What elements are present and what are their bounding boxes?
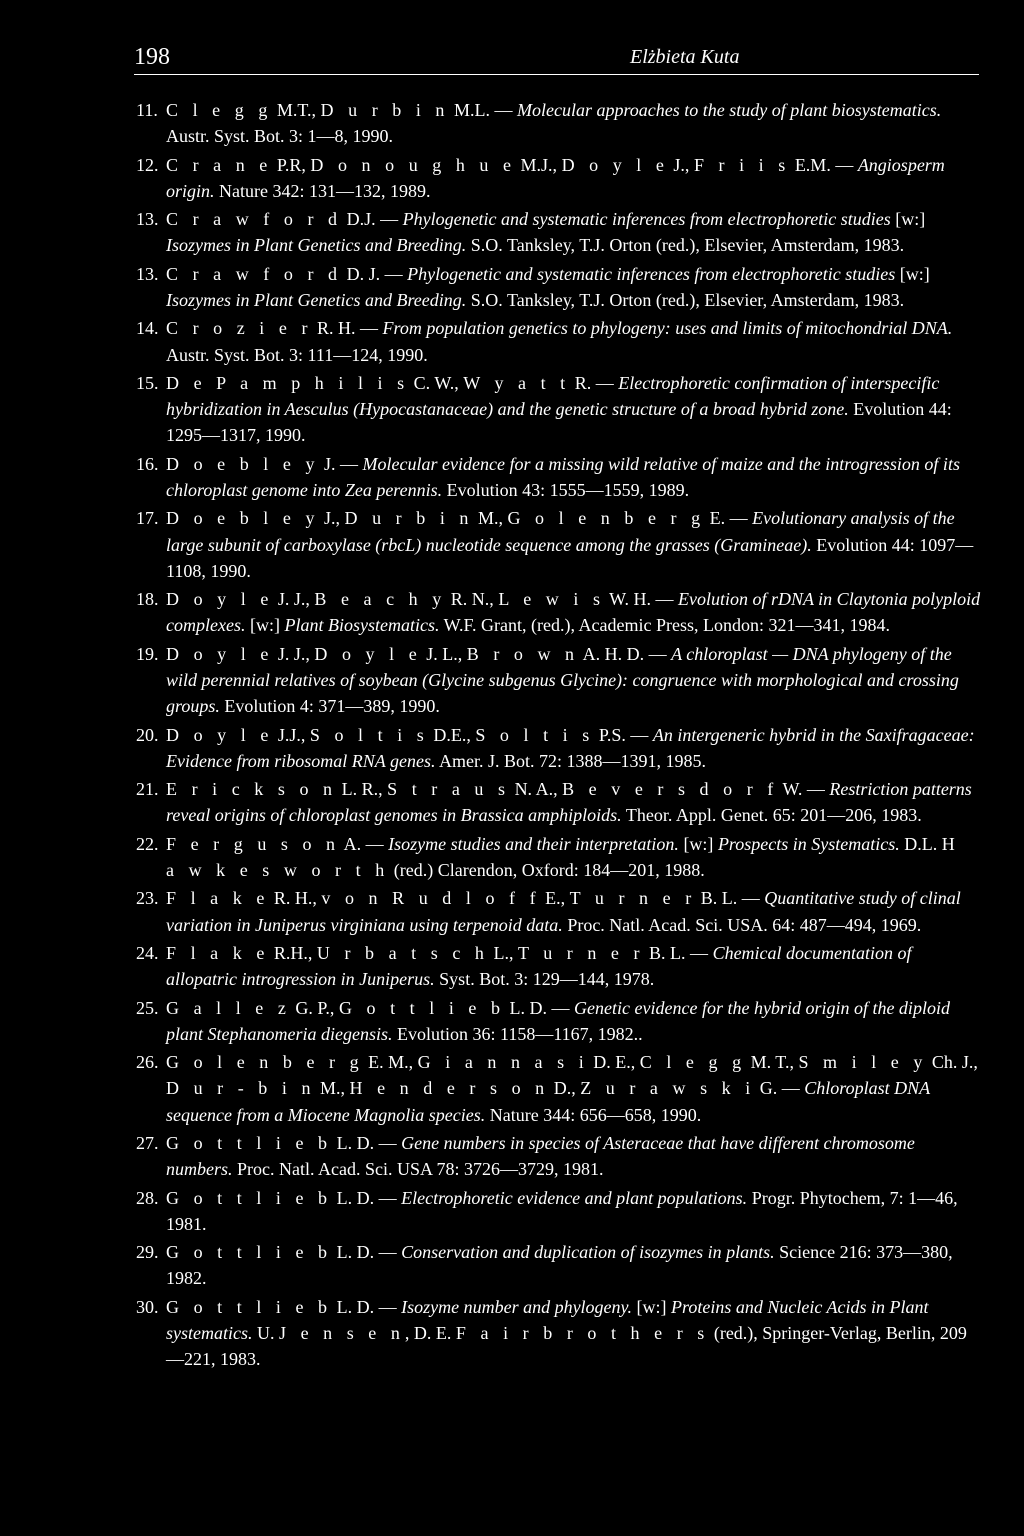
reference-title: Phylogenetic and systematic inferences from electrophoretic studies (402, 209, 891, 230)
reference-text: P.S. — (594, 724, 653, 745)
author-name: H a w k e s w o r t h (166, 833, 960, 880)
author-name: C r a w f o r d (166, 263, 343, 284)
reference-number: 27. (136, 1132, 159, 1153)
reference-text: Austr. Syst. Bot. 3: 111—124, 1990. (166, 344, 428, 365)
reference-text: Proc. Natl. Acad. Sci. USA 78: 3726—3729, 1981. (232, 1159, 604, 1180)
reference-title: Molecular evidence for a missing wild relative of maize and the introgression of its chloroplast genome into Zea perennis. (166, 453, 960, 500)
author-name: C r a n e (166, 154, 273, 175)
reference-title: Isozymes in Plant Genetics and Breeding. (166, 289, 467, 310)
author-name: H e n d e r s o n (349, 1078, 550, 1099)
reference-text: S.O. Tanksley, T.J. Orton (red.), Elsevier, Amsterdam, 1983. (466, 235, 905, 256)
author-name: Z u r a w s k i (580, 1078, 756, 1099)
reference-text: R. H., (269, 888, 322, 909)
reference-text: E.M. — (790, 154, 858, 175)
reference-number: 29. (136, 1242, 159, 1263)
reference-text: M.L. — (449, 100, 517, 120)
author-name: D o y l e (166, 643, 274, 664)
reference-entry (136, 370, 981, 449)
reference-text: Evolution 4: 371—389, 1990. (219, 696, 440, 717)
reference-text: J. L., (421, 643, 467, 664)
reference-text: L. R., (337, 779, 388, 800)
reference-text: G. — (755, 1078, 805, 1099)
author-name: G o t t l i e b (166, 1242, 333, 1263)
reference-entry (136, 97, 981, 149)
reference-text: J.J., (273, 724, 310, 745)
reference-number: 26. (136, 1052, 159, 1073)
reference-text: Evolution 44: 1097—1108, 1990. (166, 534, 974, 581)
reference-title: Evolutionary analysis of the large subunit of carboxylase (rbcL) nucleotide sequence among the grasses (Gramineae). (166, 508, 955, 555)
reference-number: 19. (136, 643, 159, 664)
reference-text: L. D. — (332, 1242, 402, 1263)
reference-text: B. L. — (644, 942, 713, 963)
reference-text: S.O. Tanksley, T.J. Orton (red.), Elsevier, Amsterdam, 1983. (466, 289, 905, 310)
reference-text: N. A., (510, 779, 563, 800)
author-name: B e a c h y (314, 589, 447, 610)
reference-text: U. (252, 1322, 279, 1343)
author-name: D u r b i n (344, 508, 474, 529)
reference-text: D.L. (899, 833, 942, 854)
author-name: G o t t l i e b (166, 1296, 333, 1317)
author-name: G a l l e z (166, 997, 291, 1018)
reference-text: L. D. — (332, 1187, 402, 1208)
reference-title: Molecular approaches to the study of plant biosystematics. (516, 100, 942, 120)
reference-text: E., (540, 888, 570, 909)
author-name: W y a t t (463, 372, 571, 393)
reference-number: 24. (136, 942, 159, 963)
author-name: J e n s e n (278, 1322, 405, 1343)
reference-number: 12. (136, 154, 159, 175)
reference-text: G. P., (290, 997, 339, 1018)
reference-text: J. — (319, 453, 363, 474)
reference-text: , D. E. (404, 1322, 456, 1343)
author-name: G o l e n b e r g (507, 508, 706, 529)
reference-text: D.J. — (342, 209, 403, 230)
reference-title: Chemical documentation of allopatric introgression in Juniperus. (166, 942, 912, 990)
reference-entry (136, 1130, 981, 1182)
reference-title: From population genetics to phylogeny: uses and limits of mitochondrial DNA. (382, 318, 953, 339)
author-name: D u r - b i n (166, 1078, 316, 1099)
reference-text: (red.), Springer-Verlag, Berlin, 209—221, 1983. (166, 1322, 967, 1370)
author-name: D o y l e (166, 589, 274, 610)
reference-number: 16. (136, 453, 159, 474)
reference-title: Electrophoretic confirmation of interspecific hybridization in Aesculus (Hypocastanaceae) and the genetic structure of a broad hybrid zone. (166, 372, 940, 420)
reference-text: E. M., (363, 1052, 418, 1073)
reference-title: Electrophoretic evidence and plant populations. (401, 1187, 748, 1208)
author-name: C r a w f o r d (166, 209, 343, 230)
author-name: G o t t l i e b (166, 1132, 333, 1153)
reference-text: E. — (705, 508, 753, 529)
reference-text: M.J., (516, 154, 562, 175)
reference-text: M.T., (272, 100, 321, 120)
author-name: S t r a u s (387, 779, 511, 800)
reference-text: A. H. D. — (579, 643, 672, 664)
author-name: C r o z i e r (166, 318, 313, 339)
reference-text: Nature 342: 131—132, 1989. (214, 180, 431, 201)
author-name: v o n R u d l o f f (321, 888, 541, 909)
reference-text: Proc. Natl. Acad. Sci. USA. 64: 487—494, 1969. (562, 914, 922, 935)
reference-text: R. H. — (312, 318, 383, 339)
reference-entry (136, 505, 981, 584)
reference-text: M., (473, 508, 508, 529)
author-name: B e v e r s d o r f (562, 779, 779, 800)
reference-title: An intergeneric hybrid in the Saxifragaceae: Evidence from ribosomal RNA genes. (166, 724, 975, 771)
reference-text: [w:] (632, 1296, 672, 1317)
reference-text: D., (549, 1078, 581, 1099)
reference-entry (136, 451, 981, 503)
reference-number: 20. (136, 724, 159, 745)
reference-text: W. — (778, 779, 830, 800)
page-number: 198 (134, 44, 170, 70)
author-name: T u r n e r (517, 942, 645, 963)
author-name: D o e b l e y (166, 453, 320, 474)
author-name: S o l t i s (475, 724, 595, 745)
reference-entry (136, 885, 981, 937)
author-name: D u r b i n (320, 100, 450, 120)
reference-title: Genetic evidence for the hybrid origin of the diploid plant Stephanomeria diegensis. (166, 997, 950, 1044)
author-name: L e w i s (498, 589, 605, 610)
reference-title: Isozyme studies and their interpretation. (388, 833, 679, 854)
reference-text: Syst. Bot. 3: 129—144, 1978. (434, 969, 655, 990)
author-name: F l a k e (166, 942, 270, 963)
author-name: D o y l e (166, 724, 274, 745)
reference-text: L. D. — (332, 1296, 402, 1317)
reference-text: L. D. — (332, 1132, 402, 1153)
reference-text: [w:] (890, 209, 926, 230)
reference-title: Gene numbers in species of Asteraceae that have different chromosome numbers. (166, 1132, 915, 1180)
reference-entry (136, 641, 981, 720)
author-name: U r b a t s c h (316, 942, 489, 963)
reference-number: 25. (136, 997, 159, 1018)
reference-title: Restriction patterns reveal origins of chloroplast genomes in Brassica amphiploids. (166, 779, 972, 826)
reference-text: Austr. Syst. Bot. 3: 1—8, 1990. (166, 126, 394, 147)
reference-text: Science 216: 373—380, 1982. (166, 1242, 953, 1289)
reference-text: Evolution 44: 1295—1317, 1990. (166, 399, 952, 446)
author-name: C l e g g (639, 1052, 747, 1073)
reference-text: B. L. — (696, 888, 765, 909)
reference-number: 28. (136, 1187, 159, 1208)
reference-text: L. D. — (505, 997, 575, 1018)
reference-text: J., (319, 508, 345, 529)
author-name: G i a n n a s i (417, 1052, 589, 1073)
reference-entry (136, 831, 981, 883)
reference-number: 11. (136, 100, 158, 120)
reference-text: M., (315, 1078, 350, 1099)
reference-text: [w:] (895, 263, 930, 284)
reference-number: 15. (136, 372, 159, 393)
reference-entry (136, 261, 981, 313)
author-name: B r o w n (466, 643, 580, 664)
running-header (134, 40, 979, 75)
reference-text: W. H. — (605, 589, 679, 610)
author-name: G o t t l i e b (338, 997, 506, 1018)
reference-entry (136, 315, 981, 367)
reference-text: D. E., (588, 1052, 640, 1073)
reference-title: Evolution of rDNA in Claytonia polyploid complexes. (166, 589, 981, 636)
reference-number: 22. (136, 833, 159, 854)
reference-title: A chloroplast — DNA phylogeny of the wild perennial relatives of soybean (Glycine subgenus Glycine): congruence with morphological and crossing groups. (166, 643, 959, 717)
reference-number: 30. (136, 1296, 159, 1317)
reference-text: [w:] (678, 833, 718, 854)
reference-text: P.R, (272, 154, 311, 175)
reference-title: Isozyme number and phylogeny. (401, 1296, 633, 1317)
author-name: D o e b l e y (166, 508, 320, 529)
reference-number: 17. (136, 508, 159, 529)
author-name: T u r n e r (569, 888, 697, 909)
reference-text: M. T., (746, 1052, 799, 1073)
reference-text: J. J., (273, 643, 315, 664)
reference-title: Phylogenetic and systematic inferences from electrophoretic studies (407, 263, 896, 284)
reference-text: Amer. J. Bot. 72: 1388—1391, 1985. (435, 750, 706, 771)
author-name: D o n o u g h u e (310, 154, 517, 175)
reference-text: R.H., (269, 942, 317, 963)
reference-number: 21. (136, 779, 159, 800)
reference-entry (136, 586, 981, 638)
reference-title: Quantitative study of clinal variation in Juniperus virginiana using terpenoid data. (166, 888, 961, 935)
reference-entry (136, 1239, 981, 1291)
reference-entry (136, 152, 981, 204)
reference-text: Progr. Phytochem, 7: 1—46, 1981. (166, 1187, 958, 1234)
author-name: G o l e n b e r g (166, 1052, 364, 1073)
reference-text: D.E., (428, 724, 476, 745)
running-author: Elżbieta Kuta (630, 46, 740, 68)
author-name: D o y l e (561, 154, 669, 175)
reference-text: R. N., (446, 589, 499, 610)
reference-number: 18. (136, 589, 159, 610)
reference-title: Angiosperm origin. (166, 154, 945, 201)
reference-entry (136, 1294, 981, 1373)
author-name: S o l t i s (309, 724, 429, 745)
reference-text: Evolution 43: 1555—1559, 1989. (442, 479, 690, 500)
reference-text: R. — (570, 372, 619, 393)
reference-text: J., (668, 154, 694, 175)
reference-title: Isozymes in Plant Genetics and Breeding. (166, 235, 467, 256)
reference-text: C. W., (409, 372, 464, 393)
reference-number: 13. (136, 263, 159, 284)
reference-entry (136, 722, 981, 774)
reference-text: W.F. Grant, (red.), Academic Press, London: 321—341, 1984. (439, 615, 890, 636)
author-name: D o y l e (314, 643, 422, 664)
reference-title: Prospects in Systematics. (717, 833, 900, 854)
author-name: E r i c k s o n (166, 779, 338, 800)
reference-entry (136, 995, 981, 1047)
author-name: S m i l e y (798, 1052, 928, 1073)
reference-number: 23. (136, 888, 159, 909)
reference-list (136, 97, 981, 1374)
author-name: G o t t l i e b (166, 1187, 333, 1208)
author-name: F l a k e (166, 888, 270, 909)
reference-title: Conservation and duplication of isozymes in plants. (401, 1242, 775, 1263)
reference-text: Nature 344: 656—658, 1990. (485, 1104, 702, 1125)
reference-number: 13. (136, 209, 159, 230)
author-name: F r i i s (693, 154, 791, 175)
reference-title: Proteins and Nucleic Acids in Plant systematics. (166, 1296, 929, 1343)
reference-text: [w:] (245, 615, 285, 636)
author-name: F a i r b r o t h e r s (455, 1322, 710, 1343)
reference-text: Evolution 36: 1158—1167, 1982.. (392, 1023, 643, 1044)
reference-title: Plant Biosystematics. (284, 615, 440, 636)
reference-entry (136, 1049, 981, 1128)
reference-text: A. — (340, 833, 389, 854)
author-name: F e r g u s o n (166, 833, 341, 854)
reference-text: L., (488, 942, 518, 963)
reference-text: Theor. Appl. Genet. 65: 201—206, 1983. (621, 805, 922, 826)
reference-number: 14. (136, 318, 159, 339)
reference-entry (136, 940, 981, 992)
reference-entry (136, 776, 981, 828)
author-name: C l e g g (166, 100, 273, 120)
reference-text: Ch. J., (927, 1052, 978, 1073)
reference-entry (136, 206, 981, 258)
reference-text: D. J. — (342, 263, 408, 284)
reference-entry (136, 1185, 981, 1237)
reference-title: Chloroplast DNA sequence from a Miocene Magnolia species. (166, 1078, 930, 1125)
reference-text: J. J., (273, 589, 315, 610)
author-name: D e P a m p h i l i s (166, 372, 410, 393)
reference-text: (red.) Clarendon, Oxford: 184—201, 1988. (389, 859, 705, 880)
